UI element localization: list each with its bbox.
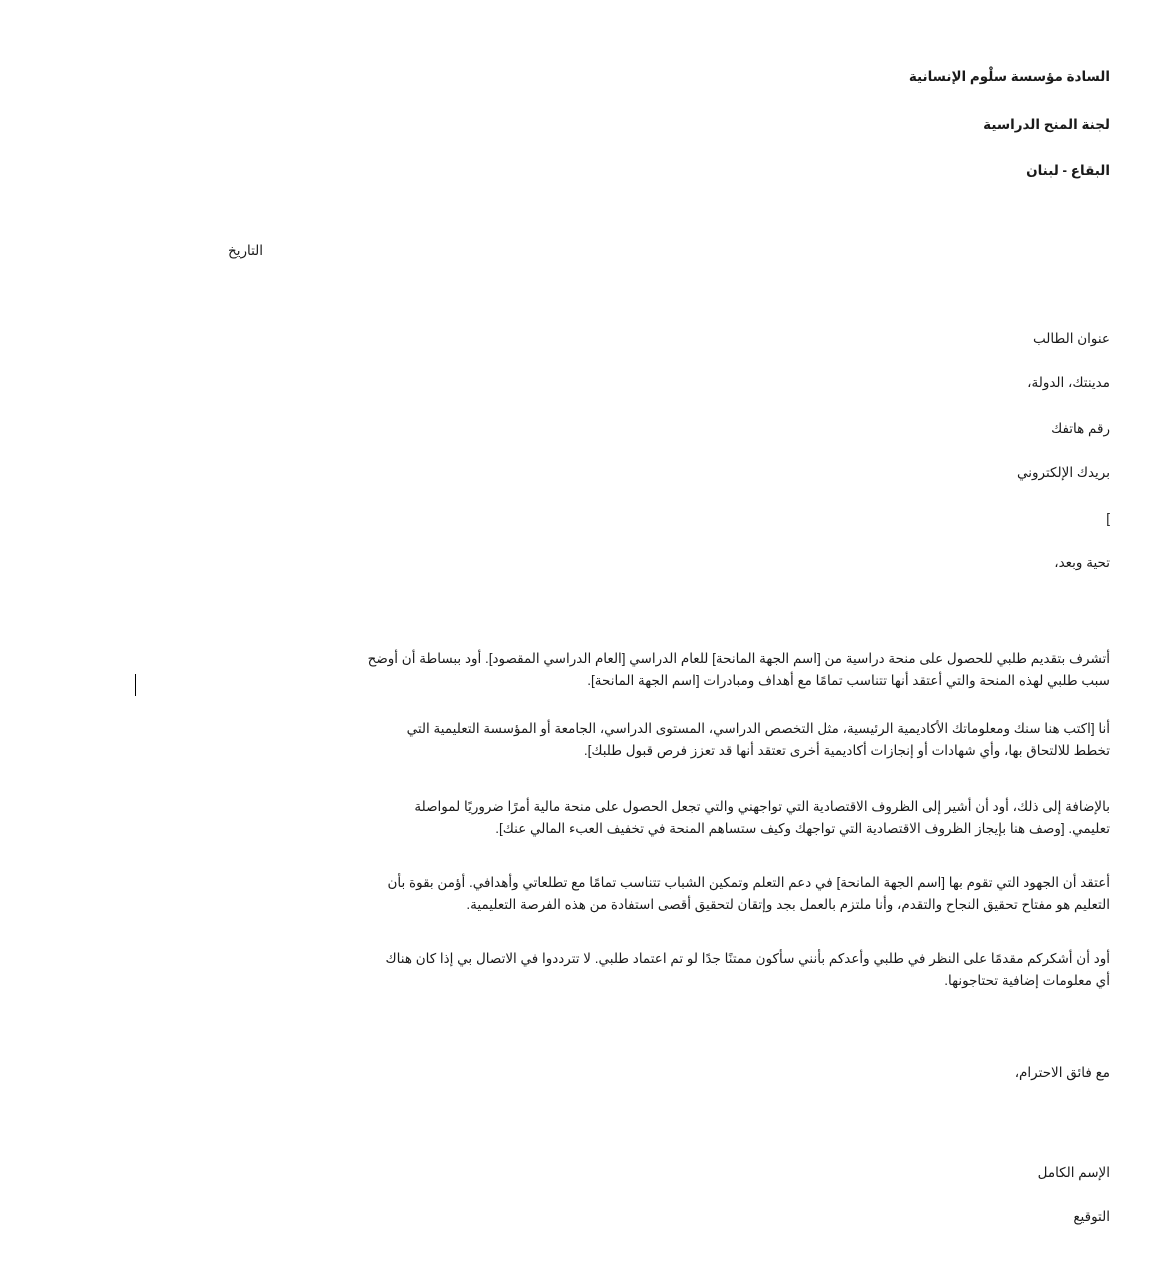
paragraph-3 [130, 796, 1110, 840]
paragraph-4-line-1: أعتقد أن الجهود التي تقوم بها [اسم الجهة المانحة] في دعم التعلم وتمكين الشباب تتناسب تمامًا مع تطلعاتي وأهدافي. أؤمن بقوة بأن [387, 875, 1110, 890]
sender-phone: رقم هاتفك [1051, 421, 1110, 436]
sender-bracket: ] [1106, 511, 1110, 526]
greeting: تحية وبعد، [1054, 555, 1110, 570]
paragraph-4 [130, 872, 1110, 916]
recipient-line-2: لجنة المنح الدراسية [983, 117, 1110, 132]
sender-email: بريدك الإلكتروني [1017, 465, 1110, 480]
paragraph-3-line-2: تعليمي. [وصف هنا بإيجاز الظروف الاقتصادية التي تواجهك وكيف ستساهم المنحة في تخفيف العبء المالي عنك]. [495, 821, 1110, 836]
sender-address: عنوان الطالب [1033, 331, 1110, 346]
paragraph-5-line-2: أي معلومات إضافية تحتاجونها. [944, 973, 1110, 988]
paragraph-1-line-2: سبب طلبي لهذه المنحة والتي أعتقد أنها تتناسب تمامًا مع أهداف ومبادرات [اسم الجهة المانحة]. [587, 673, 1110, 688]
date-label: التاريخ [228, 243, 264, 258]
text-cursor [135, 674, 136, 696]
paragraph-5 [130, 948, 1110, 992]
closing: مع فائق الاحترام، [1014, 1065, 1110, 1080]
paragraph-2-line-2: تخطط للالتحاق بها، وأي شهادات أو إنجازات أكاديمية أخرى تعتقد أنها قد تعزز فرص قبول طلبك]. [583, 743, 1110, 758]
paragraph-1[interactable] [130, 648, 1110, 692]
recipient-line-3: البقاع - لبنان [1026, 163, 1110, 178]
recipient-line-1: السادة مؤسسة سلْوم الإنسانية [908, 69, 1110, 84]
paragraph-1-line-1: أتشرف بتقديم طلبي للحصول على منحة دراسية من [اسم الجهة المانحة] للعام الدراسي [العام الدراسي المقصود]. أود ببساطة أن أوضح [367, 651, 1110, 666]
paragraph-2-line-1: أنا [اكتب هنا سنك ومعلوماتك الأكاديمية الرئيسية، مثل التخصص الدراسي، المستوى الدراسي، الجامعة أو المؤسسة التعليمية التي [406, 721, 1110, 736]
sender-city-country: مدينتك، الدولة، [1027, 375, 1110, 390]
paragraph-5-line-1: أود أن أشكركم مقدمًا على النظر في طلبي وأعدكم بأنني سأكون ممتنًا جدًا لو تم اعتماد طلبي. لا تترددوا في الاتصال بي إذا كان هناك [385, 951, 1110, 966]
full-name: الإسم الكامل [1037, 1165, 1110, 1180]
paragraph-2 [130, 718, 1110, 762]
signature-label: التوقيع [1073, 1209, 1110, 1224]
paragraph-4-line-2: التعليم هو مفتاح تحقيق النجاح والتقدم، وأنا ملتزم بالعمل بجد وإتقان لتحقيق أقصى استفادة من هذه الفرصة التعليمية. [466, 897, 1110, 912]
paragraph-3-line-1: بالإضافة إلى ذلك، أود أن أشير إلى الظروف الاقتصادية التي تواجهني والتي تجعل الحصول على منحة مالية أمرًا ضروريًا لمواصلة [414, 799, 1110, 814]
